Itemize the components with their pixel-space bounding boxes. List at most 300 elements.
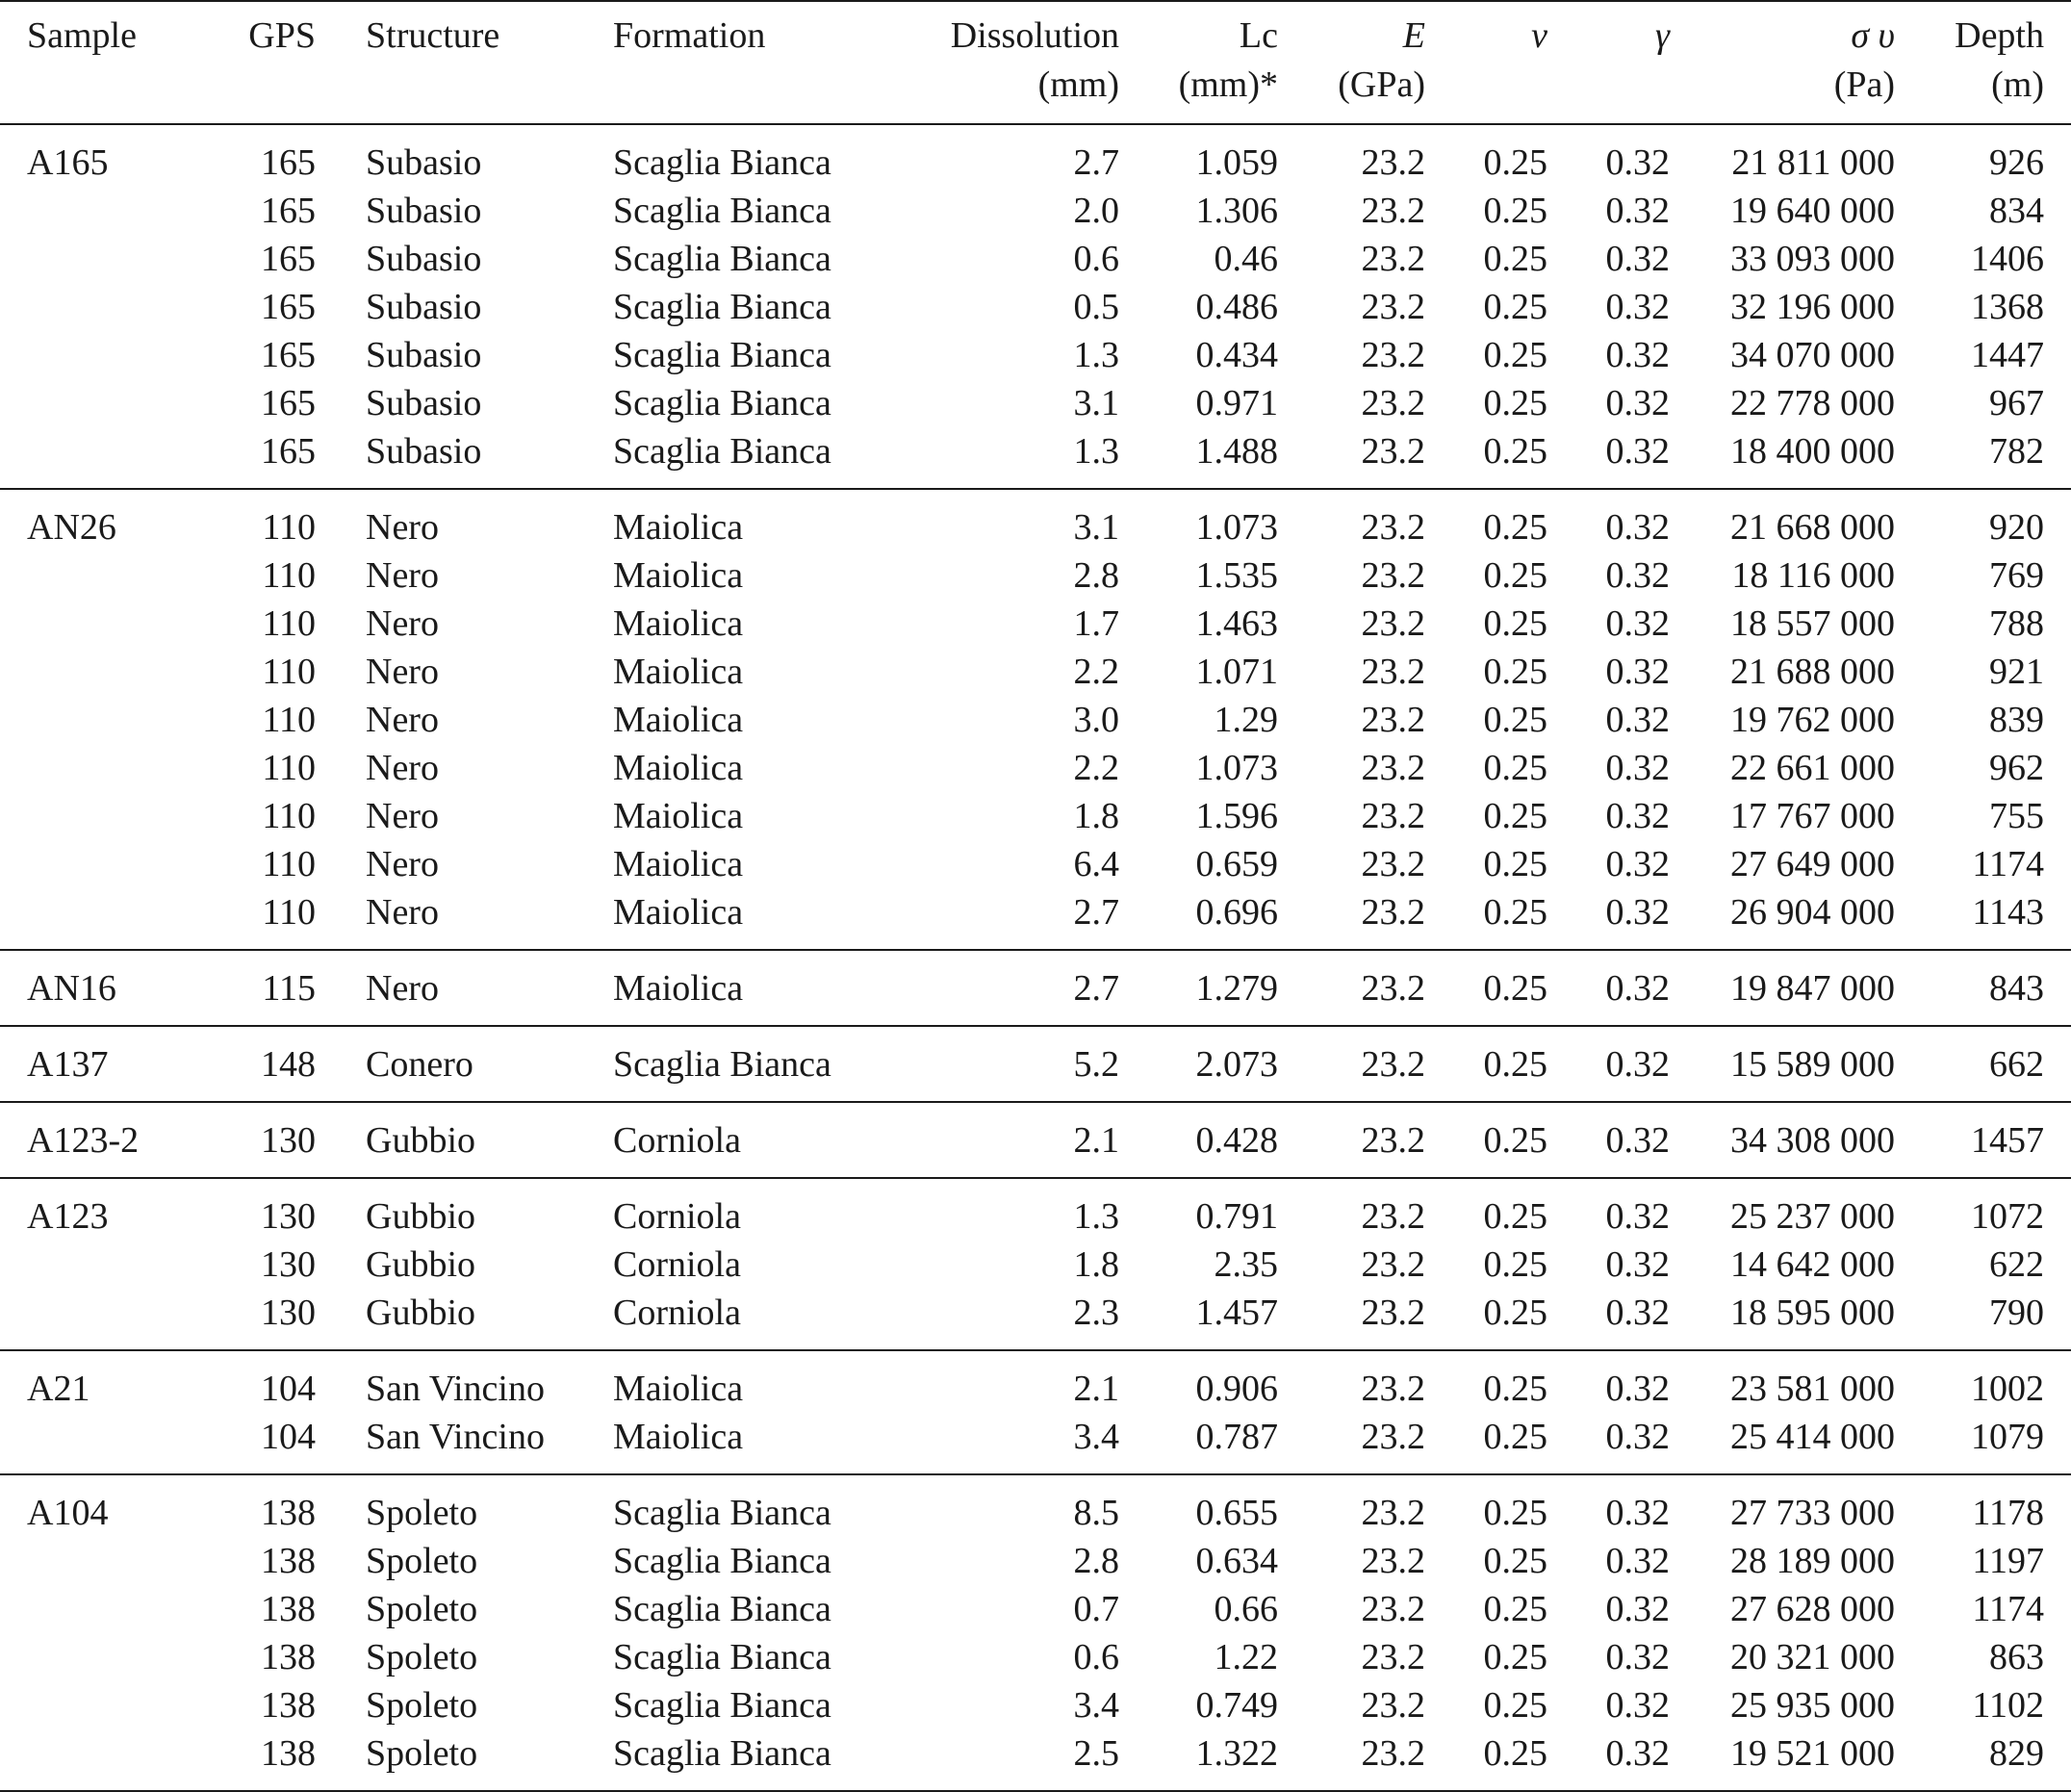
structure-cell: Subasio — [366, 239, 482, 279]
header-youngs-modulus: E (GPa) — [1278, 1, 1425, 124]
depth-cell: 967 — [1989, 383, 2044, 423]
sample-cell: A137 — [27, 1044, 109, 1085]
e-cell: 23.2 — [1361, 700, 1425, 740]
structure-cell: Gubbio — [366, 1293, 475, 1333]
depth-cell: 1102 — [1972, 1685, 2044, 1726]
e-cell: 23.2 — [1361, 431, 1425, 472]
depth-cell: 1457 — [1971, 1120, 2044, 1161]
gamma-cell: 0.32 — [1605, 844, 1670, 884]
table-row — [0, 1350, 2071, 1413]
nu-cell: 0.25 — [1483, 748, 1547, 788]
gamma-cell: 0.32 — [1605, 1120, 1670, 1161]
header-dissolution: Dissolution (mm) — [859, 1, 1119, 124]
structure-cell: Spoleto — [366, 1589, 478, 1629]
gps-cell: 130 — [261, 1120, 316, 1161]
e-cell: 23.2 — [1361, 1044, 1425, 1085]
gamma-cell: 0.32 — [1605, 507, 1670, 548]
sigma-cell: 26 904 000 — [1730, 892, 1895, 933]
sample-cell — [0, 1413, 219, 1474]
sample-cell: A21 — [27, 1369, 90, 1409]
lc-cell: 0.787 — [1195, 1417, 1278, 1457]
nu-cell: 0.25 — [1483, 1541, 1547, 1581]
nu-cell: 0.25 — [1483, 1493, 1547, 1533]
header-gps: GPS — [219, 1, 316, 124]
structure-cell: Gubbio — [366, 1244, 475, 1285]
sample-cell — [0, 600, 219, 648]
lc-cell: 1.073 — [1195, 748, 1278, 788]
e-cell: 23.2 — [1361, 748, 1425, 788]
sample-group — [0, 1474, 2071, 1791]
nu-cell: 0.25 — [1483, 142, 1547, 183]
structure-cell: Nero — [366, 968, 439, 1009]
table-row — [0, 1474, 2071, 1537]
gamma-cell: 0.32 — [1605, 335, 1670, 375]
sample-cell — [0, 888, 219, 950]
gamma-cell: 0.32 — [1605, 555, 1670, 596]
e-cell: 23.2 — [1361, 1417, 1425, 1457]
gps-cell: 110 — [262, 748, 316, 788]
dissolution-cell: 3.4 — [1073, 1417, 1119, 1457]
lc-cell: 0.434 — [1195, 335, 1278, 375]
sample-cell: A165 — [27, 142, 109, 183]
depth-cell: 829 — [1989, 1733, 2044, 1774]
depth-cell: 622 — [1989, 1244, 2044, 1285]
depth-cell: 920 — [1989, 507, 2044, 548]
e-cell: 23.2 — [1361, 1637, 1425, 1677]
structure-cell: Spoleto — [366, 1637, 478, 1677]
depth-cell: 755 — [1989, 796, 2044, 836]
dissolution-cell: 2.7 — [1073, 968, 1119, 1009]
structure-cell: Subasio — [366, 191, 482, 231]
table-row — [0, 235, 2071, 283]
dissolution-cell: 1.8 — [1073, 796, 1119, 836]
sample-cell: A123-2 — [27, 1120, 140, 1161]
sample-cell — [0, 1289, 219, 1350]
gamma-cell: 0.32 — [1605, 383, 1670, 423]
header-lc: Lc (mm)* — [1119, 1, 1278, 124]
formation-cell: Maiolica — [613, 507, 744, 548]
sigma-cell: 18 116 000 — [1731, 555, 1895, 596]
depth-cell: 863 — [1989, 1637, 2044, 1677]
sigma-cell: 22 661 000 — [1730, 748, 1895, 788]
dissolution-cell: 1.3 — [1073, 1196, 1119, 1237]
nu-cell: 0.25 — [1483, 383, 1547, 423]
e-cell: 23.2 — [1361, 191, 1425, 231]
sigma-cell: 27 733 000 — [1730, 1493, 1895, 1533]
lc-cell: 0.906 — [1195, 1369, 1278, 1409]
dissolution-cell: 3.0 — [1073, 700, 1119, 740]
dissolution-cell: 8.5 — [1073, 1493, 1119, 1533]
sigma-cell: 27 649 000 — [1730, 844, 1895, 884]
sigma-cell: 25 935 000 — [1730, 1685, 1895, 1726]
formation-cell: Maiolica — [613, 652, 744, 692]
depth-cell: 1178 — [1972, 1493, 2044, 1533]
sample-cell — [0, 1241, 219, 1289]
dissolution-cell: 0.5 — [1073, 287, 1119, 327]
sigma-cell: 34 070 000 — [1730, 335, 1895, 375]
gamma-cell: 0.32 — [1605, 239, 1670, 279]
dissolution-cell: 6.4 — [1073, 844, 1119, 884]
table-row — [0, 600, 2071, 648]
sigma-cell: 32 196 000 — [1730, 287, 1895, 327]
depth-cell: 1406 — [1971, 239, 2044, 279]
lc-cell: 1.596 — [1195, 796, 1278, 836]
structure-cell: Spoleto — [366, 1685, 478, 1726]
gamma-cell: 0.32 — [1605, 796, 1670, 836]
depth-cell: 1174 — [1972, 1589, 2044, 1629]
gps-cell: 138 — [261, 1589, 316, 1629]
formation-cell: Scaglia Bianca — [613, 142, 831, 183]
nu-cell: 0.25 — [1483, 844, 1547, 884]
structure-cell: Subasio — [366, 383, 482, 423]
depth-cell: 769 — [1989, 555, 2044, 596]
formation-cell: Maiolica — [613, 603, 744, 644]
nu-cell: 0.25 — [1483, 652, 1547, 692]
nu-cell: 0.25 — [1483, 1369, 1547, 1409]
header-vertical-stress: σ υ (Pa) — [1670, 1, 1895, 124]
table-header — [0, 1, 2071, 124]
structure-cell: San Vincino — [366, 1369, 545, 1409]
sigma-cell: 34 308 000 — [1730, 1120, 1895, 1161]
nu-cell: 0.25 — [1483, 431, 1547, 472]
table-row — [0, 331, 2071, 379]
depth-cell: 790 — [1989, 1293, 2044, 1333]
sample-cell — [0, 427, 219, 489]
lc-cell: 0.428 — [1195, 1120, 1278, 1161]
sample-cell — [0, 840, 219, 888]
sample-cell — [0, 331, 219, 379]
sigma-cell: 25 237 000 — [1730, 1196, 1895, 1237]
table-row — [0, 1413, 2071, 1474]
table-row — [0, 648, 2071, 696]
depth-cell: 782 — [1989, 431, 2044, 472]
structure-cell: Nero — [366, 700, 439, 740]
gamma-cell: 0.32 — [1605, 968, 1670, 1009]
nu-cell: 0.25 — [1483, 507, 1547, 548]
sample-cell — [0, 1729, 219, 1791]
nu-cell: 0.25 — [1483, 239, 1547, 279]
lc-cell: 1.279 — [1195, 968, 1278, 1009]
dissolution-cell: 1.7 — [1073, 603, 1119, 644]
dissolution-cell: 0.6 — [1073, 239, 1119, 279]
gps-cell: 110 — [262, 892, 316, 933]
gps-cell: 138 — [261, 1637, 316, 1677]
sigma-cell: 15 589 000 — [1730, 1044, 1895, 1085]
e-cell: 23.2 — [1361, 968, 1425, 1009]
table-row — [0, 888, 2071, 950]
gamma-cell: 0.32 — [1605, 892, 1670, 933]
dissolution-cell: 0.7 — [1073, 1589, 1119, 1629]
nu-cell: 0.25 — [1483, 1293, 1547, 1333]
sigma-cell: 19 847 000 — [1730, 968, 1895, 1009]
e-cell: 23.2 — [1361, 142, 1425, 183]
dissolution-cell: 2.1 — [1073, 1120, 1119, 1161]
dissolution-cell: 2.2 — [1073, 748, 1119, 788]
structure-cell: Subasio — [366, 335, 482, 375]
dissolution-cell: 2.8 — [1073, 555, 1119, 596]
e-cell: 23.2 — [1361, 555, 1425, 596]
gamma-cell: 0.32 — [1605, 287, 1670, 327]
nu-cell: 0.25 — [1483, 968, 1547, 1009]
sample-cell — [0, 551, 219, 600]
formation-cell: Scaglia Bianca — [613, 1637, 831, 1677]
dissolution-cell: 1.3 — [1073, 431, 1119, 472]
sigma-cell: 19 521 000 — [1730, 1733, 1895, 1774]
gps-cell: 165 — [261, 142, 316, 183]
sample-group — [0, 1178, 2071, 1350]
depth-cell: 1143 — [1972, 892, 2044, 933]
gps-cell: 138 — [261, 1541, 316, 1581]
depth-cell: 962 — [1989, 748, 2044, 788]
gps-cell: 110 — [262, 844, 316, 884]
formation-cell: Scaglia Bianca — [613, 1589, 831, 1629]
gps-cell: 165 — [261, 191, 316, 231]
table-row — [0, 551, 2071, 600]
gps-cell: 104 — [261, 1417, 316, 1457]
table-row — [0, 187, 2071, 235]
nu-cell: 0.25 — [1483, 335, 1547, 375]
table-row — [0, 1681, 2071, 1729]
e-cell: 23.2 — [1361, 892, 1425, 933]
sigma-cell: 21 811 000 — [1731, 142, 1895, 183]
structure-cell: Conero — [366, 1044, 473, 1085]
gps-cell: 110 — [262, 652, 316, 692]
gamma-cell: 0.32 — [1605, 1417, 1670, 1457]
structure-cell: Nero — [366, 652, 439, 692]
e-cell: 23.2 — [1361, 1293, 1425, 1333]
sample-cell: A104 — [27, 1493, 109, 1533]
gamma-cell: 0.32 — [1605, 1589, 1670, 1629]
formation-cell: Maiolica — [613, 844, 744, 884]
dissolution-cell: 2.8 — [1073, 1541, 1119, 1581]
sample-cell — [0, 1585, 219, 1633]
lc-cell: 1.22 — [1214, 1637, 1278, 1677]
sample-cell — [0, 696, 219, 744]
table-row — [0, 744, 2071, 792]
lc-cell: 1.073 — [1195, 507, 1278, 548]
e-cell: 23.2 — [1361, 1733, 1425, 1774]
formation-cell: Corniola — [613, 1120, 741, 1161]
formation-cell: Scaglia Bianca — [613, 1044, 831, 1085]
table-row — [0, 1633, 2071, 1681]
table-row — [0, 950, 2071, 1026]
gamma-cell: 0.32 — [1605, 1044, 1670, 1085]
dissolution-cell: 2.0 — [1073, 191, 1119, 231]
lc-cell: 0.486 — [1195, 287, 1278, 327]
formation-cell: Maiolica — [613, 555, 744, 596]
depth-cell: 1002 — [1971, 1369, 2044, 1409]
depth-cell: 843 — [1989, 968, 2044, 1009]
sigma-cell: 28 189 000 — [1730, 1541, 1895, 1581]
sigma-cell: 17 767 000 — [1730, 796, 1895, 836]
sample-cell — [0, 379, 219, 427]
formation-cell: Scaglia Bianca — [613, 1541, 831, 1581]
gps-cell: 110 — [262, 796, 316, 836]
gamma-cell: 0.32 — [1605, 191, 1670, 231]
gps-cell: 110 — [262, 507, 316, 548]
gps-cell: 138 — [261, 1685, 316, 1726]
lc-cell: 1.463 — [1195, 603, 1278, 644]
lc-cell: 1.322 — [1195, 1733, 1278, 1774]
nu-cell: 0.25 — [1483, 1733, 1547, 1774]
gps-cell: 115 — [262, 968, 316, 1009]
sigma-cell: 22 778 000 — [1730, 383, 1895, 423]
e-cell: 23.2 — [1361, 1589, 1425, 1629]
structure-cell: Gubbio — [366, 1120, 475, 1161]
e-cell: 23.2 — [1361, 383, 1425, 423]
e-cell: 23.2 — [1361, 1685, 1425, 1726]
sample-group — [0, 950, 2071, 1026]
dissolution-cell: 2.1 — [1073, 1369, 1119, 1409]
lc-cell: 1.059 — [1195, 142, 1278, 183]
gps-cell: 138 — [261, 1733, 316, 1774]
gps-cell: 165 — [261, 383, 316, 423]
structure-cell: Spoleto — [366, 1541, 478, 1581]
header-row — [0, 1, 2071, 124]
e-cell: 23.2 — [1361, 1369, 1425, 1409]
table-row — [0, 283, 2071, 331]
gamma-cell: 0.32 — [1605, 1493, 1670, 1533]
nu-cell: 0.25 — [1483, 555, 1547, 596]
gamma-cell: 0.32 — [1605, 748, 1670, 788]
nu-cell: 0.25 — [1483, 796, 1547, 836]
sigma-cell: 27 628 000 — [1730, 1589, 1895, 1629]
dissolution-cell: 2.7 — [1073, 892, 1119, 933]
formation-cell: Corniola — [613, 1293, 741, 1333]
gps-cell: 165 — [261, 287, 316, 327]
gps-cell: 104 — [261, 1369, 316, 1409]
structure-cell: San Vincino — [366, 1417, 545, 1457]
depth-cell: 921 — [1989, 652, 2044, 692]
sample-group — [0, 124, 2071, 489]
dissolution-cell: 5.2 — [1073, 1044, 1119, 1085]
nu-cell: 0.25 — [1483, 1244, 1547, 1285]
table-row — [0, 1585, 2071, 1633]
structure-cell: Nero — [366, 555, 439, 596]
dissolution-cell: 2.7 — [1073, 142, 1119, 183]
gps-cell: 110 — [262, 700, 316, 740]
dissolution-cell: 1.3 — [1073, 335, 1119, 375]
e-cell: 23.2 — [1361, 239, 1425, 279]
dissolution-cell: 0.6 — [1073, 1637, 1119, 1677]
gamma-cell: 0.32 — [1605, 1541, 1670, 1581]
lc-cell: 0.696 — [1195, 892, 1278, 933]
sample-cell — [0, 744, 219, 792]
dissolution-cell: 2.2 — [1073, 652, 1119, 692]
gamma-cell: 0.32 — [1605, 1244, 1670, 1285]
depth-cell: 1174 — [1972, 844, 2044, 884]
table-row — [0, 379, 2071, 427]
gamma-cell: 0.32 — [1605, 1733, 1670, 1774]
depth-cell: 926 — [1989, 142, 2044, 183]
table-row — [0, 124, 2071, 187]
gps-cell: 130 — [261, 1196, 316, 1237]
sigma-cell: 25 414 000 — [1730, 1417, 1895, 1457]
formation-cell: Maiolica — [613, 892, 744, 933]
sample-cell — [0, 1681, 219, 1729]
table-row — [0, 1537, 2071, 1585]
header-poisson-ratio: ν — [1425, 1, 1547, 124]
nu-cell: 0.25 — [1483, 1417, 1547, 1457]
nu-cell: 0.25 — [1483, 603, 1547, 644]
e-cell: 23.2 — [1361, 287, 1425, 327]
header-gamma: γ — [1547, 1, 1670, 124]
sigma-cell: 21 668 000 — [1730, 507, 1895, 548]
sample-group — [0, 1026, 2071, 1102]
depth-cell: 839 — [1989, 700, 2044, 740]
e-cell: 23.2 — [1361, 652, 1425, 692]
sigma-cell: 19 762 000 — [1730, 700, 1895, 740]
formation-cell: Maiolica — [613, 968, 744, 1009]
formation-cell: Scaglia Bianca — [613, 191, 831, 231]
structure-cell: Nero — [366, 603, 439, 644]
dissolution-cell: 2.5 — [1073, 1733, 1119, 1774]
gps-cell: 110 — [262, 603, 316, 644]
lc-cell: 2.35 — [1214, 1244, 1278, 1285]
gamma-cell: 0.32 — [1605, 431, 1670, 472]
table-row — [0, 1729, 2071, 1791]
e-cell: 23.2 — [1361, 507, 1425, 548]
lc-cell: 1.071 — [1195, 652, 1278, 692]
structure-cell: Subasio — [366, 142, 482, 183]
table-row — [0, 1026, 2071, 1102]
sigma-cell: 18 400 000 — [1730, 431, 1895, 472]
sample-group — [0, 1350, 2071, 1474]
gamma-cell: 0.32 — [1605, 142, 1670, 183]
sample-cell — [0, 1633, 219, 1681]
depth-cell: 662 — [1989, 1044, 2044, 1085]
gamma-cell: 0.32 — [1605, 1196, 1670, 1237]
e-cell: 23.2 — [1361, 1244, 1425, 1285]
dissolution-cell: 3.1 — [1073, 507, 1119, 548]
structure-cell: Spoleto — [366, 1493, 478, 1533]
lc-cell: 0.66 — [1214, 1589, 1278, 1629]
gamma-cell: 0.32 — [1605, 652, 1670, 692]
formation-cell: Maiolica — [613, 796, 744, 836]
lc-cell: 1.488 — [1195, 431, 1278, 472]
gps-cell: 130 — [261, 1244, 316, 1285]
table-row — [0, 1289, 2071, 1350]
gamma-cell: 0.32 — [1605, 1369, 1670, 1409]
e-cell: 23.2 — [1361, 1493, 1425, 1533]
header-sample: Sample — [0, 1, 219, 124]
sample-cell: A123 — [27, 1196, 109, 1237]
e-cell: 23.2 — [1361, 1196, 1425, 1237]
structure-cell: Nero — [366, 748, 439, 788]
gps-cell: 148 — [261, 1044, 316, 1085]
lc-cell: 1.535 — [1195, 555, 1278, 596]
header-structure: Structure — [316, 1, 613, 124]
table-row — [0, 840, 2071, 888]
depth-cell: 1072 — [1971, 1196, 2044, 1237]
sigma-cell: 23 581 000 — [1730, 1369, 1895, 1409]
dissolution-cell: 3.1 — [1073, 383, 1119, 423]
header-depth: Depth (m) — [1895, 1, 2071, 124]
table-row — [0, 427, 2071, 489]
lc-cell: 1.306 — [1195, 191, 1278, 231]
sample-cell — [0, 1537, 219, 1585]
formation-cell: Scaglia Bianca — [613, 287, 831, 327]
lc-cell: 0.971 — [1195, 383, 1278, 423]
gamma-cell: 0.32 — [1605, 1685, 1670, 1726]
sample-cell — [0, 648, 219, 696]
gps-cell: 138 — [261, 1493, 316, 1533]
lc-cell: 0.791 — [1195, 1196, 1278, 1237]
depth-cell: 1079 — [1971, 1417, 2044, 1457]
nu-cell: 0.25 — [1483, 1196, 1547, 1237]
gps-cell: 165 — [261, 431, 316, 472]
depth-cell: 1447 — [1971, 335, 2044, 375]
